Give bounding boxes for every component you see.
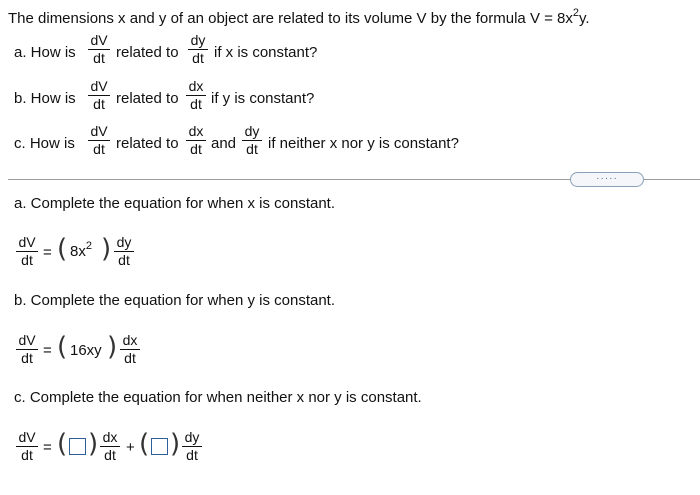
fraction-dv-dt: dV dt xyxy=(88,33,110,66)
fraction-dv-dt: dV dt xyxy=(16,235,38,268)
fraction-dv-dt: dV dt xyxy=(16,430,38,463)
question-b-label: b. How is xyxy=(14,90,76,107)
answer-c2-input[interactable] xyxy=(151,438,168,455)
fraction-dy-dt: dy dt xyxy=(182,430,202,463)
part-a-heading: a. Complete the equation for when x is constant. xyxy=(14,195,336,212)
fraction-dy-dt: dy dt xyxy=(242,124,262,157)
fraction-dy-dt: dy dt xyxy=(188,33,208,66)
close-paren: ) xyxy=(107,332,118,362)
answer-a-input[interactable]: $8x^2$ xyxy=(70,240,92,260)
question-c-label: c. How is xyxy=(14,135,75,152)
question-c-and: and xyxy=(211,135,237,152)
part-b-heading: b. Complete the equation for when y is constant. xyxy=(14,292,336,309)
open-paren: ( xyxy=(57,234,68,264)
fraction-dv-dt: dV dt xyxy=(16,333,38,366)
fraction-dy-dt: dy dt xyxy=(114,235,134,268)
close-paren: ) xyxy=(88,429,99,459)
problem-statement: The dimensions x and y of an object are related to its volume V by the formula $V = 8x^2y$. xyxy=(8,7,590,27)
answer-b-input[interactable]: 16xy xyxy=(70,342,102,359)
question-a-label: a. How is xyxy=(14,44,76,61)
fraction-dx-dt: dx dt xyxy=(100,430,120,463)
part-c-heading: c. Complete the equation for when neither x nor y is constant. xyxy=(14,389,422,406)
open-paren: ( xyxy=(139,429,150,459)
fraction-dv-dt: dV dt xyxy=(88,124,110,157)
fraction-dx-dt: dx dt xyxy=(120,333,140,366)
equals-sign: = xyxy=(43,244,52,261)
fraction-dx-dt: dx dt xyxy=(186,124,206,157)
answer-c1-input[interactable] xyxy=(69,438,86,455)
fraction-dx-dt: dx dt xyxy=(186,79,206,112)
equals-sign: = xyxy=(43,439,52,456)
question-a-mid: related to xyxy=(116,44,179,61)
question-b-mid: related to xyxy=(116,90,179,107)
close-paren: ) xyxy=(101,234,112,264)
question-c-mid: related to xyxy=(116,135,179,152)
show-more-button[interactable]: ····· xyxy=(570,172,644,187)
equals-sign: = xyxy=(43,342,52,359)
open-paren: ( xyxy=(57,429,68,459)
fraction-dv-dt: dV dt xyxy=(88,79,110,112)
plus-sign: + xyxy=(126,439,135,456)
question-a-tail: if x is constant? xyxy=(214,44,318,61)
question-b-tail: if y is constant? xyxy=(211,90,315,107)
question-c-tail: if neither x nor y is constant? xyxy=(268,135,459,152)
open-paren: ( xyxy=(57,332,68,362)
close-paren: ) xyxy=(170,429,181,459)
